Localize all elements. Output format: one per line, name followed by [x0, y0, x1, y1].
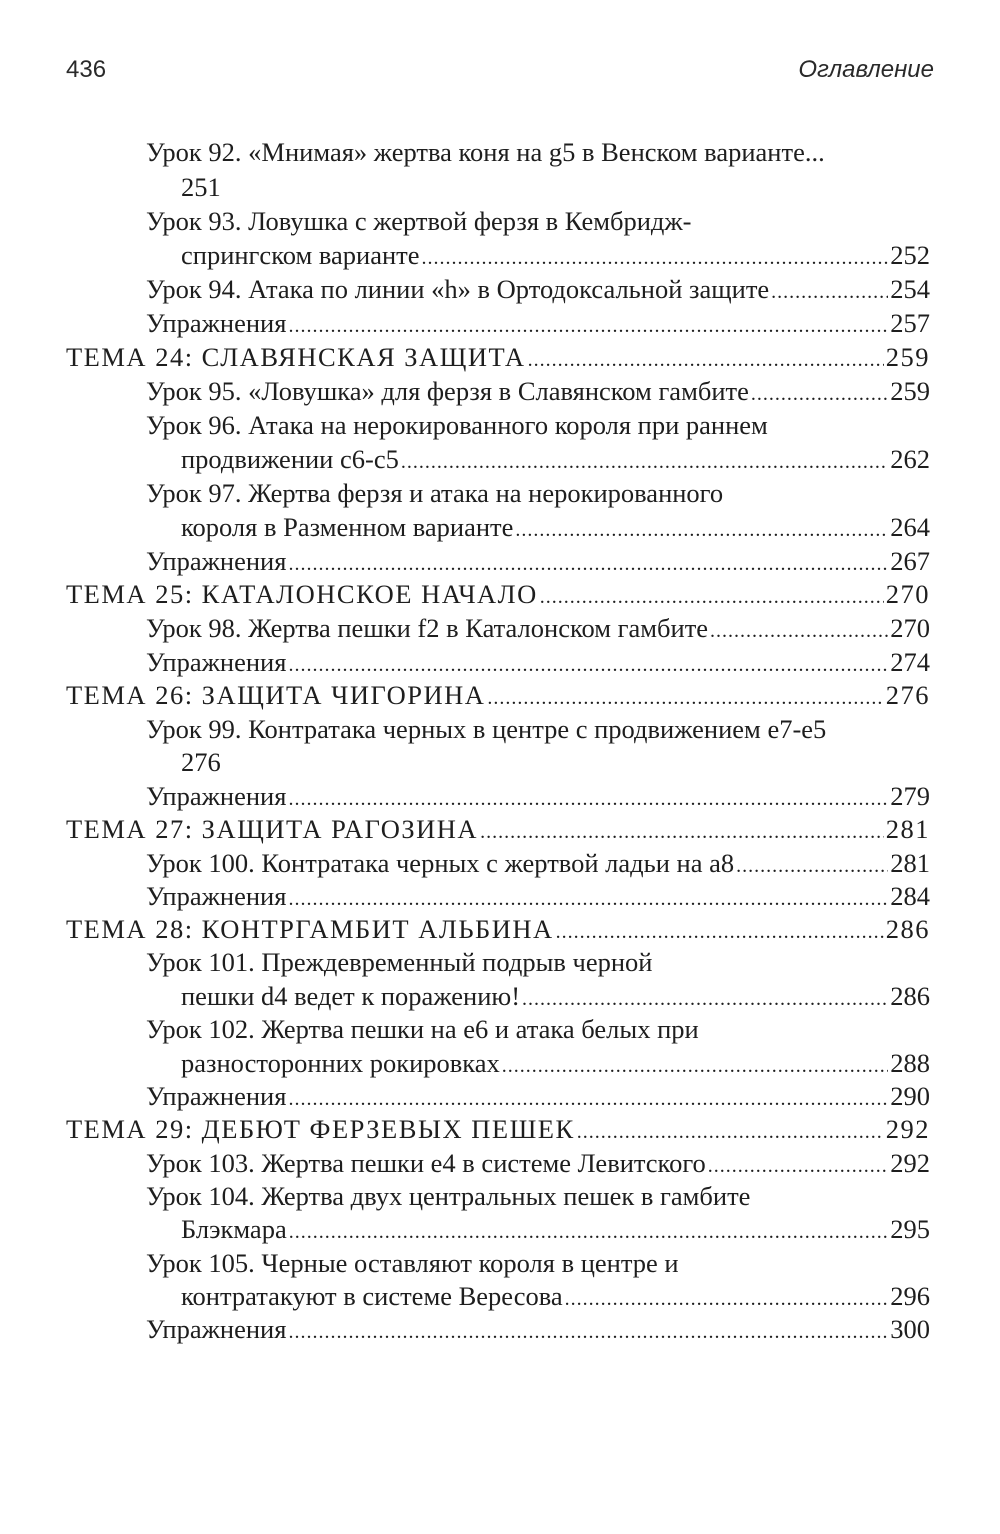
toc-line — [146, 1146, 930, 1180]
toc-page-number: 290 — [890, 1081, 930, 1111]
dot-leader — [289, 1215, 889, 1249]
toc-entry-text: Упражнения — [146, 781, 287, 811]
toc-entry-text: Урок 98. Жертва пешки f2 в Каталонском гамбите — [146, 613, 709, 643]
toc-entry-text: Урок 94. Атака по линии «h» в Ортодоксальной защите — [146, 274, 770, 304]
toc-line — [146, 879, 930, 913]
toc-page-number: 296 — [890, 1281, 930, 1311]
toc-page-number: 254 — [890, 274, 930, 304]
toc-line — [181, 979, 930, 1013]
toc-page-number: 281 — [890, 848, 930, 878]
dot-leader — [708, 1149, 888, 1183]
toc-entry-text: разносторонних рокировках — [181, 1048, 500, 1078]
toc-entry-text: Упражнения — [146, 881, 287, 911]
toc-page-number: 264 — [890, 512, 930, 542]
toc-entry-text: Урок 105. Черные оставляют короля в центре и — [146, 1248, 679, 1278]
toc-entry-text: Урок 96. Атака на нерокированного короля при раннем — [146, 410, 768, 440]
toc-entry-text: Урок 93. Ловушка с жертвой ферзя в Кембридж- — [146, 206, 692, 236]
toc-line — [146, 1246, 930, 1280]
toc-theme-heading: ТЕМА 26: ЗАЩИТА ЧИГОРИНА — [66, 680, 486, 710]
dot-leader — [288, 1315, 888, 1349]
toc-entry-text: Урок 103. Жертва пешки е4 в системе Левитского — [146, 1148, 706, 1178]
toc-entry-text: Урок 102. Жертва пешки на е6 и атака белых при — [146, 1014, 699, 1044]
toc-line — [181, 1212, 930, 1246]
dot-leader — [288, 1082, 888, 1116]
toc-page-number: 270 — [890, 613, 930, 643]
dot-leader — [522, 982, 888, 1016]
dot-leader — [288, 648, 888, 682]
toc-entry-text: спрингском варианте — [181, 240, 420, 270]
toc-line — [146, 1079, 930, 1113]
toc-line — [146, 945, 930, 979]
toc-line — [146, 1012, 930, 1046]
dot-leader — [422, 241, 889, 275]
toc-theme-heading: ТЕМА 28: КОНТРГАМБИТ АЛЬБИНА — [66, 914, 554, 944]
toc-line — [181, 238, 930, 272]
toc-line — [181, 1279, 930, 1313]
page-header — [66, 56, 934, 96]
toc-line — [181, 442, 930, 476]
toc-entry-text: Урок 104. Жертва двух центральных пешек в гамбите — [146, 1181, 751, 1211]
dot-leader — [502, 1049, 888, 1083]
dot-leader — [515, 513, 888, 547]
dot-leader — [528, 343, 884, 377]
toc-entry-text: Блэкмара — [181, 1214, 287, 1244]
toc-theme-heading: ТЕМА 27: ЗАЩИТА РАГОЗИНА — [66, 814, 479, 844]
toc-line — [146, 204, 930, 238]
dot-leader — [577, 1115, 884, 1149]
toc-line — [146, 544, 930, 578]
toc-entry-text: Упражнения — [146, 647, 287, 677]
toc-line — [146, 272, 930, 306]
toc-entry-text: короля в Разменном варианте — [181, 512, 514, 542]
toc-entry-text: продвижении c6-c5 — [181, 444, 399, 474]
toc-page-number: 276 — [885, 680, 930, 710]
toc-line — [146, 779, 930, 813]
toc-entry-text: Урок 99. Контратака черных в центре с продвижением e7-e5 — [146, 714, 827, 744]
toc-line — [146, 712, 960, 746]
toc-entry-text: Урок 100. Контратака черных с жертвой ладьи на а8 — [146, 848, 735, 878]
toc-line — [146, 846, 930, 880]
toc-line — [181, 170, 930, 204]
toc-entry-text: контратакуют в системе Вересова — [181, 1281, 563, 1311]
toc-line — [66, 912, 930, 946]
toc-theme-heading: ТЕМА 29: ДЕБЮТ ФЕРЗЕВЫХ ПЕШЕК — [66, 1114, 575, 1144]
toc-line — [66, 577, 930, 611]
dot-leader — [736, 849, 888, 883]
toc-page-number: 276 — [181, 747, 221, 777]
toc-line — [181, 510, 930, 544]
dot-leader — [401, 445, 888, 479]
dot-leader — [710, 614, 888, 648]
toc-page-number: 300 — [890, 1314, 930, 1344]
toc-page-number: 270 — [885, 579, 930, 609]
dot-leader — [288, 309, 888, 343]
toc-page-number: 251 — [181, 172, 221, 202]
dot-leader — [487, 681, 883, 715]
toc-page-number: 281 — [885, 814, 930, 844]
dot-leader — [480, 815, 884, 849]
toc-line — [66, 340, 930, 374]
dot-leader — [556, 915, 884, 949]
dot-leader — [565, 1282, 889, 1316]
toc-page-number: 257 — [890, 308, 930, 338]
toc-line — [146, 374, 930, 408]
toc-line — [146, 476, 930, 510]
toc-line — [146, 645, 930, 679]
dot-leader — [288, 782, 888, 816]
toc-line — [146, 306, 930, 340]
dot-leader — [771, 275, 888, 309]
toc-line — [181, 1046, 930, 1080]
toc-entry-text: Урок 101. Преждевременный подрыв черной — [146, 947, 653, 977]
toc-entry-text: Упражнения — [146, 546, 287, 576]
toc-line — [66, 678, 930, 712]
toc-entry-text: пешки d4 ведет к поражению! — [181, 981, 521, 1011]
toc-line — [66, 1112, 930, 1146]
toc-line — [146, 408, 930, 442]
toc-page-number: 259 — [885, 342, 930, 372]
toc-page-number: 274 — [890, 647, 930, 677]
toc-line — [146, 611, 930, 645]
toc-page-number: 284 — [890, 881, 930, 911]
toc-page-number: 286 — [885, 914, 930, 944]
toc-entry-text: Урок 95. «Ловушка» для ферзя в Славянском гамбите — [146, 376, 749, 406]
toc-line — [181, 745, 930, 779]
toc-line — [146, 135, 960, 169]
dot-leader — [288, 547, 888, 581]
toc-theme-heading: ТЕМА 25: КАТАЛОНСКОЕ НАЧАЛО — [66, 579, 538, 609]
toc-page-number: 262 — [890, 444, 930, 474]
running-title: Оглавление — [798, 56, 934, 83]
toc-entry-text: Упражнения — [146, 1314, 287, 1344]
toc-page-number: 295 — [890, 1214, 930, 1244]
toc-entry-text: Урок 92. «Мнимая» жертва коня на g5 в Венском варианте... — [146, 137, 825, 167]
page-number: 436 — [66, 56, 107, 83]
toc-page-number: 267 — [890, 546, 930, 576]
toc-page-number: 279 — [890, 781, 930, 811]
toc-line — [146, 1312, 930, 1346]
toc-line — [66, 812, 930, 846]
toc-page-number: 288 — [890, 1048, 930, 1078]
toc-entry-text: Урок 97. Жертва ферзя и атака на нерокированного — [146, 478, 724, 508]
toc-theme-heading: ТЕМА 24: СЛАВЯНСКАЯ ЗАЩИТА — [66, 342, 526, 372]
dot-leader — [751, 377, 888, 411]
toc-page-number: 259 — [890, 376, 930, 406]
toc-page-number: 292 — [885, 1114, 930, 1144]
dot-leader — [288, 882, 888, 916]
toc-page-number: 286 — [890, 981, 930, 1011]
toc-entry-text: Упражнения — [146, 308, 287, 338]
toc-page-number: 252 — [890, 240, 930, 270]
toc-page-number: 292 — [890, 1148, 930, 1178]
toc-entry-text: Упражнения — [146, 1081, 287, 1111]
toc-line — [146, 1179, 930, 1213]
dot-leader — [540, 580, 884, 614]
